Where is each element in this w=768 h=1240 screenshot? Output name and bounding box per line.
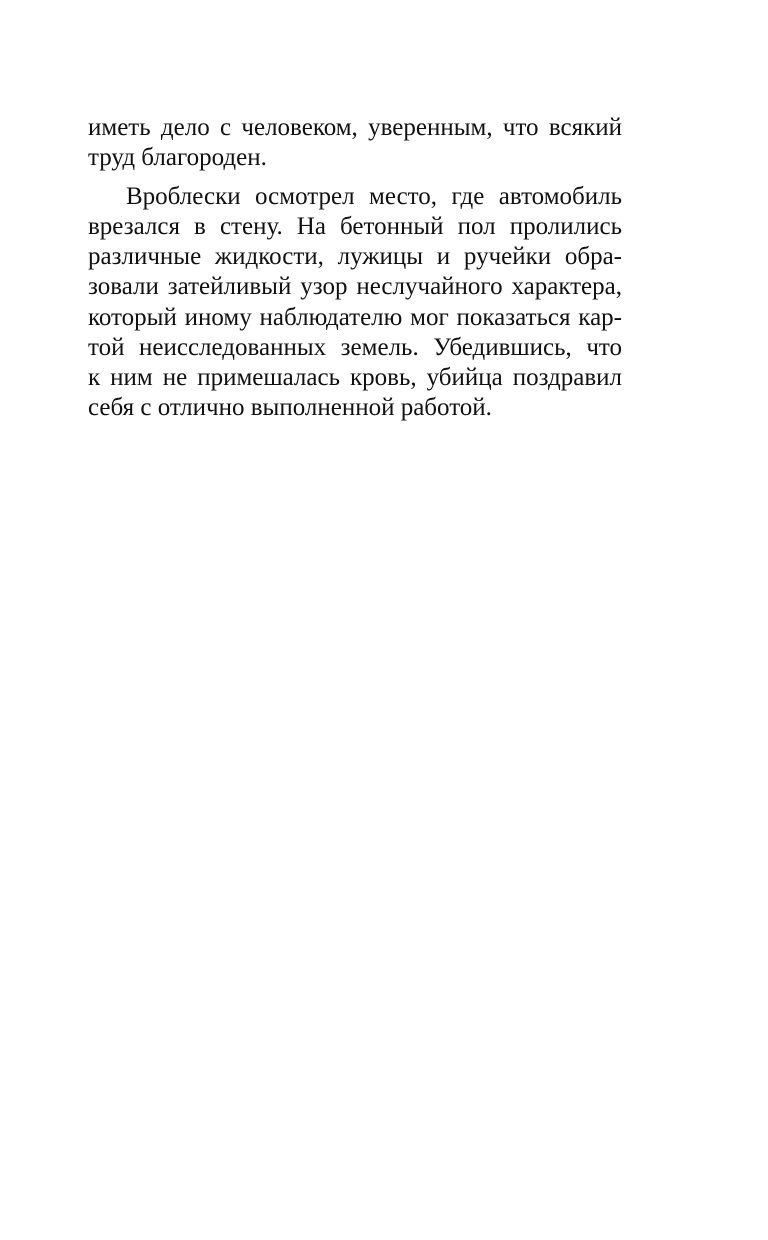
text-line: различные жидкости, лужицы и ручейки обра- <box>88 243 622 271</box>
text-line: труд благороден. <box>88 144 267 172</box>
body-text <box>88 113 622 423</box>
text-line: к ним не примешалась кровь, убийца поздравил <box>88 363 622 391</box>
text-line: иметь дело с человеком, уверенным, что всякий <box>88 114 622 141</box>
paragraph-2 <box>88 182 622 423</box>
paragraph-1 <box>88 113 622 173</box>
text-line: врезался в стену. На бетонный пол пролились <box>88 213 622 241</box>
text-line: Вроблески осмотрел место, где автомобиль <box>126 183 622 211</box>
text-line: зовали затейливый узор неслучайного характера, <box>88 273 622 301</box>
text-line: который иному наблюдателю мог показаться кар- <box>88 303 622 331</box>
paragraph-spacing <box>88 173 622 182</box>
text-line: той неисследованных земель. Убедившись, что <box>88 333 622 361</box>
text-line: себя с отлично выполненной работой. <box>88 393 492 421</box>
